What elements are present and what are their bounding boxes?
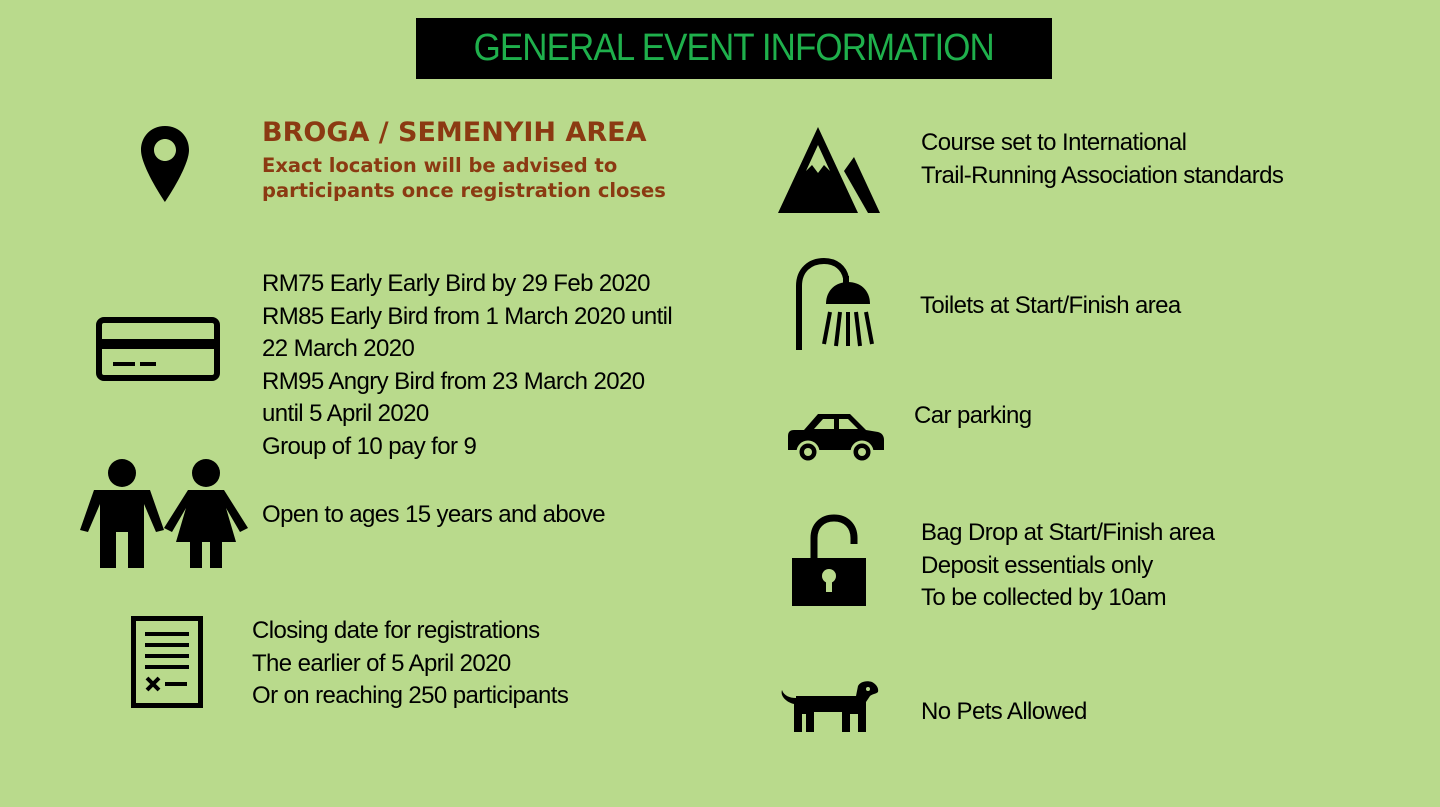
bag-drop-line: Bag Drop at Start/Finish area [921,519,1215,546]
pricing-line: RM75 Early Early Bird by 29 Feb 2020 [262,270,650,297]
bag-drop-line: To be collected by 10am [921,584,1167,611]
car-icon [784,410,886,464]
parking-line: Car parking [914,402,1032,429]
age-line: Open to ages 15 years and above [262,501,605,528]
pricing-text [262,268,672,463]
pricing-line: until 5 April 2020 [262,400,429,427]
location-line: Exact location will be advised to [262,154,618,177]
pricing-line: 22 March 2020 [262,335,415,362]
mountain-icon [778,125,880,215]
course-line: Course set to International [921,129,1187,156]
page-title: GENERAL EVENT INFORMATION [473,27,995,69]
pricing-line: RM95 Angry Bird from 23 March 2020 [262,367,645,395]
toilets-text [920,290,1181,323]
credit-card-icon [96,317,220,381]
pets-line: No Pets Allowed [921,698,1087,725]
location-line: participants once registration closes [262,179,666,202]
closing-line: The earlier of 5 April 2020 [252,649,511,677]
pets-text [921,696,1087,729]
closing-text [252,615,568,713]
pricing-line: Group of 10 pay for 9 [262,432,477,460]
age-text [262,499,605,532]
map-pin-icon [139,124,191,204]
closing-line: Closing date for registrations [252,617,540,644]
closing-line: Or on reaching 250 participants [252,682,569,709]
pricing-line: RM85 Early Bird from 1 March 2020 until [262,302,673,330]
padlock-icon [792,514,866,606]
people-icon [80,458,250,570]
dog-icon [780,680,880,734]
bag-drop-line: Deposit essentials only [921,551,1153,579]
shower-icon [796,258,880,350]
title-bar [416,18,1052,79]
bag-drop-text [921,517,1214,615]
course-text [921,127,1283,192]
toilets-line: Toilets at Start/Finish area [920,292,1181,319]
location-details [262,153,666,203]
location-heading: BROGA / SEMENYIH AREA [262,117,647,148]
form-icon [131,616,203,708]
parking-text [914,400,1031,433]
course-line: Trail-Running Association standards [921,161,1284,189]
